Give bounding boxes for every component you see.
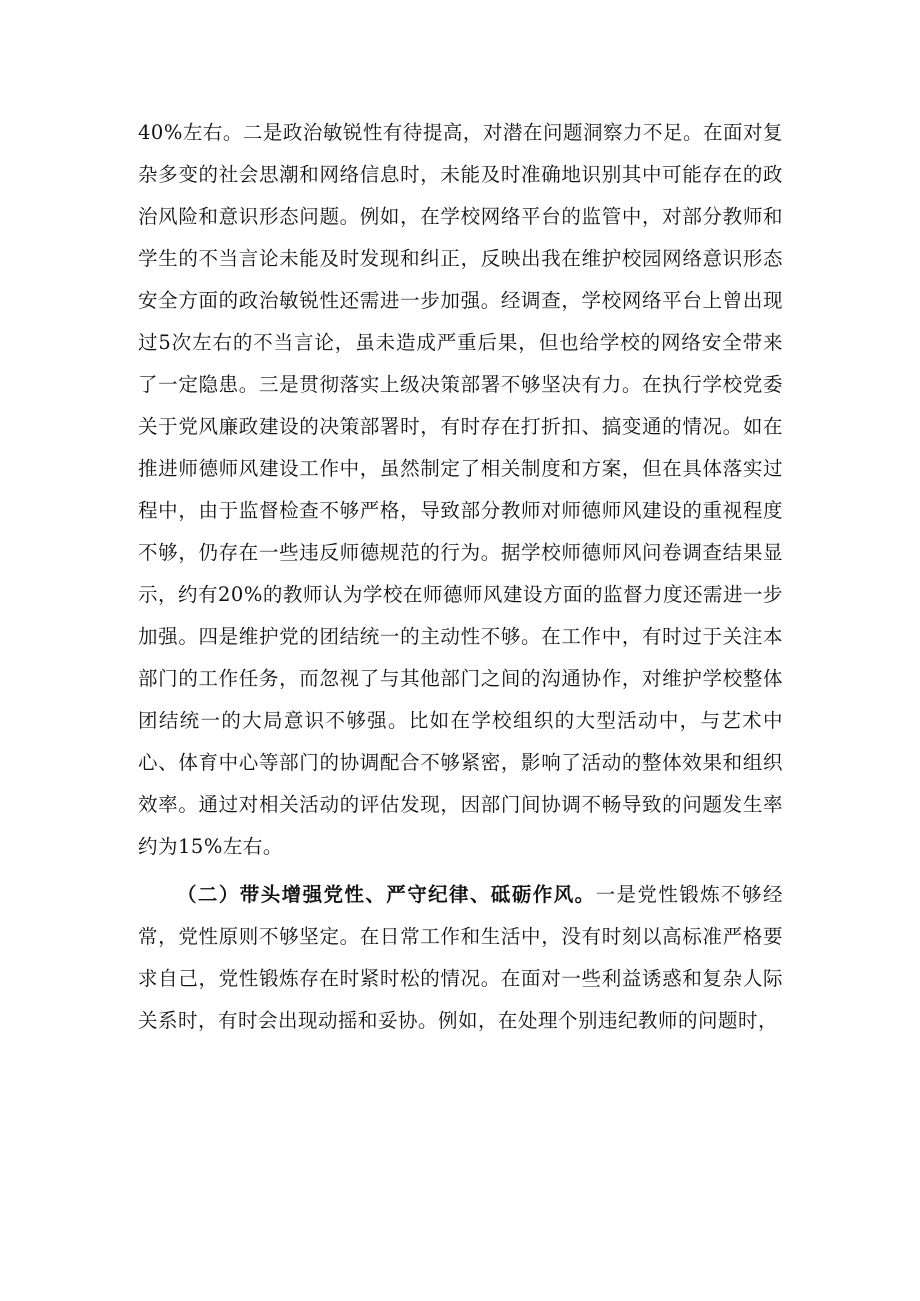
paragraph-2-text: 一是党性锻炼不够经常，党性原则不够坚定。在日常工作和生活中，没有时刻以高标准严格要求自己，党性锻炼存在时紧时松的情况。在面对一些利益诱惑和复杂人际关系时，有时会出现动摇和妥协。例如，在处理个别违纪教师的问题时， <box>138 883 783 1032</box>
paragraph-1 <box>138 112 783 868</box>
document-body <box>138 112 783 1042</box>
paragraph-2 <box>138 874 783 1042</box>
section-heading: （二）带头增强党性、严守纪律、砥砺作风。 <box>177 883 596 906</box>
paragraph-1-text: 40%左右。二是政治敏锐性有待提高，对潜在问题洞察力不足。在面对复杂多变的社会思潮和网络信息时，未能及时准确地识别其中可能存在的政治风险和意识形态问题。例如，在学校网络平台的监管中，对部分教师和学生的不当言论未能及时发现和纠正，反映出我在维护校园网络意识形态安全方面的政治敏锐性还需进一步加强。经调查，学校网络平台上曾出现过5次左右的不当言论，虽未造成严重后果，但也给学校的网络安全带来了一定隐患。三是贯彻落实上级决策部署不够坚决有力。在执行学校党委关于党风廉政建设的决策部署时，有时存在打折扣、搞变通的情况。如在推进师德师风建设工作中，虽然制定了相关制度和方案，但在具体落实过程中，由于监督检查不够严格，导致部分教师对师德师风建设的重视程度不够，仍存在一些违反师德规范的行为。据学校师德师风问卷调查结果显示，约有20%的教师认为学校在师德师风建设方面的监督力度还需进一步加强。四是维护党的团结统一的主动性不够。在工作中，有时过于关注本部门的工作任务，而忽视了与其他部门之间的沟通协作，对维护学校整体团结统一的大局意识不够强。比如在学校组织的大型活动中，与艺术中心、体育中心等部门的协调配合不够紧密，影响了活动的整体效果和组织效率。通过对相关活动的评估发现，因部门间协调不畅导致的问题发生率约为15%左右。 <box>138 121 783 858</box>
